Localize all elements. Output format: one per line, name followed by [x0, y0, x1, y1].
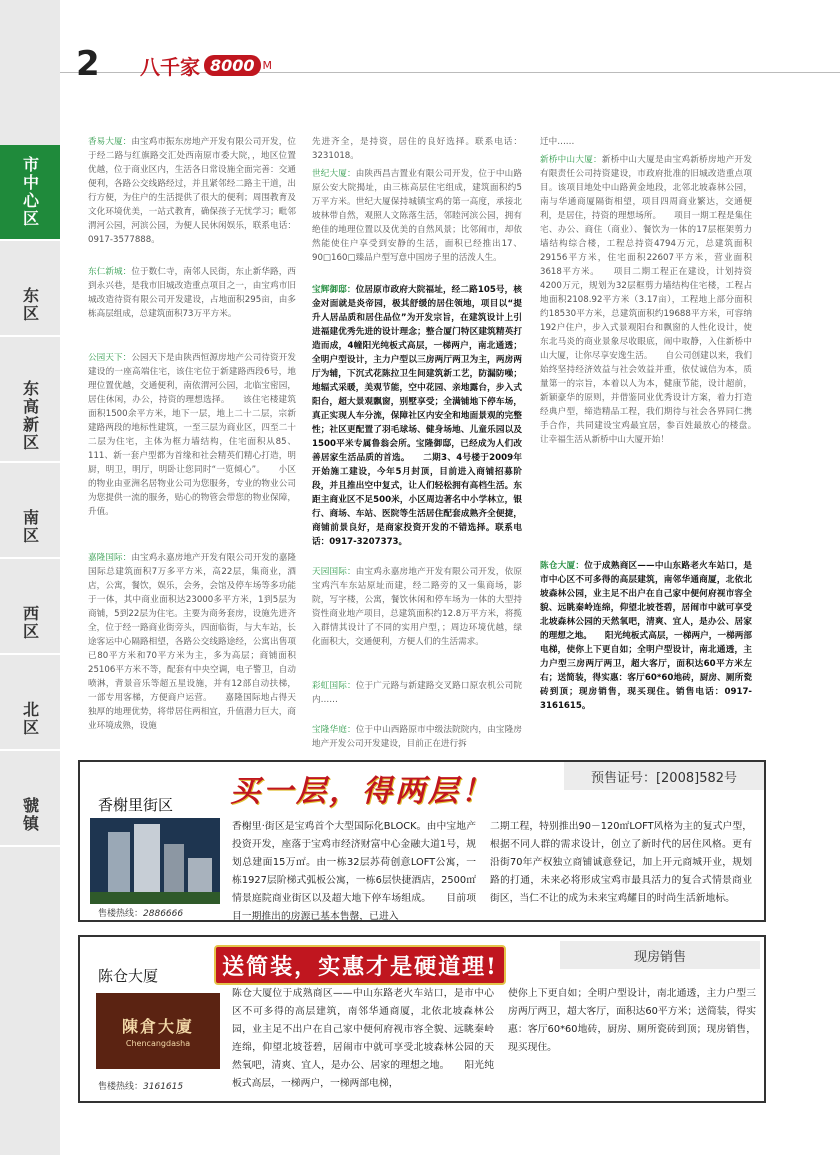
ad-body-right: 二期工程，特别推出90－120㎡LOFT风格为主的复式户型，根据不同人群的需求设计，创立了新时代的居住风格。更有沿街70年产权独立商铺诚意登记，加上开元商城开业，规划路的打通，未来必将形成宝鸡市最具活力的复合式情景商业街区，当仁不让的成为未来宝鸡耀目的时尚生活新地标。: [490, 821, 752, 904]
listing-text: 位居原市政府大院福址，经二路105号，核金对面就是炎帝园，极其舒缓的居住领地，项目以“提升人居品质和居住品位”为开发宗旨，在建筑设计上引进福建优秀先进的设计理念；整合厦门特区建筑精英打造而成，4幢阳光纯板式高层，一梯两户，南北通透；全明户型设计，主力户型以三房两厅两卫为主，两房两厅为辅，下沉式花陈拉卫生间建筑新工艺，防漏防噪；地辐式采暖，美观节能，空中花园、亲地露台，步入式阳台，超大景观飘窗，别墅享受；全满铺地下停车场，真正实现人车分流，保障社区内安全和地面景观的完整性；社区更配置了羽毛球场、健身场地、儿童乐园以及1500平米专属鲁翁会所。宝隆御邸，已经成为人们改善居家生活品质的首选。 二期3、4号楼于2009年开始施工建设，今年5月封顶，目前进入商铺招募阶段，并且推出空中复式，让人们轻松拥有高档生活。东距主商业区不足500米，小区周边著名中小学林立，银行、商场、车站、医院等生活居住配套成熟齐全便捷，商铺前景良好，是商家投资开发的不错选择。联系电话：0917-3207373。: [312, 285, 522, 547]
hotline-label: 售楼热线：: [98, 909, 144, 919]
listing-title: 东仁新城：: [88, 267, 132, 277]
listing-text: 由宝鸡永嘉房地产开发有限公司开发的嘉隆国际总建筑面积7万多平方米，高22层，集商业，酒店，公寓，餐饮，娱乐，会务，会馆及停车场等多功能于一体，其中商业面积达23000多平方米，1到5层为商铺，5到22层为住宅。主要为商务套房，设施先进齐全，位于经一路商业街旁头，四面临街，与大车站，长途客运中心隔路相望，各路公交线路途经，公寓出售项已80平方米和70平方米为主，多为高层；商铺面积25106平方米不等，配套有中央空调，电子警卫，自动喷淋，背景音乐等超五星设施，并有12部自动扶梯，一部专用客梯，方便商户运营。 嘉隆国际地占得天独厚的地理优势，将带居住两相宜，升值潜力巨大，商业环境成熟，设施: [88, 553, 296, 731]
district-tabs: [0, 145, 60, 881]
listing-text: 先进齐全，是持资，居住的良好选择。联系电话：3231018。: [312, 137, 522, 161]
listing-text: 位于中山西路原市中级法院院内，由宝隆房地产开发公司开发建设，目前正在进行拆: [312, 725, 522, 749]
logo-text: 八千家: [140, 54, 200, 79]
listing-title: 新桥中山大厦：: [540, 155, 602, 165]
brand-logo: [140, 52, 272, 78]
building-rendering-image: [90, 818, 220, 904]
listing-text: 位于数仁寺，南邻人民街，东止新华路，西到永兴巷，是我市旧城改造重点项目之一，由宝鸡市旧城改造待资有限公司开发建设，占地面积295亩，由多栋高层组成，总建筑面积73万平方米。: [88, 267, 296, 319]
tab-city-center[interactable]: 市中心区: [0, 145, 60, 241]
listing-text: 位于成熟商区——中山东路老火车站口，是市中心区不可多得的高层建筑，南邻华通商厦，北依北坡森林公园，业主足不出户在自己家中便何府视市容全貌、远眺秦岭连绵，仰望北坡苍碧，居闹市中就可享受北坡森林公园的天然氧吧，清爽、宜人，是办公、居家的理想之地。 阳光纯板式高层，一梯两户，一梯两部电梯，使你上下更自如；全明户型设计，南北通透，主力户型三房两厅两卫，超大客厅，面积达60平方米左右；送简装，得实惠：客厅60*60地砖，厨房、厕所瓷砖到顶；现房销售，现买现住。销售电话：0917-3161615。: [540, 561, 752, 711]
building-rendering-illustration: [90, 818, 220, 904]
tab-guozhen[interactable]: 虢镇: [0, 785, 60, 847]
tab-south[interactable]: 南区: [0, 497, 60, 559]
ad-chencang: [78, 935, 766, 1103]
ad-hotline: [98, 1079, 183, 1092]
listing-title: 天园国际：: [312, 567, 356, 577]
ad-body-left: 陈仓大厦位于成熟商区——中山东路老火车站口，是市中心区不可多得的高层建筑，南邻华通商厦，北依北坡森林公园，业主足不出户在自己家中便何府视市容全貌、远眺秦岭连绵，仰望北坡苍碧，居闹市中就可享受北坡森林公园的天然氧吧，清爽、宜人，是办公、居家的理想之地。 阳光纯板式高层，一梯两户，一梯两部电梯，: [232, 988, 494, 1089]
column-2: [312, 135, 522, 767]
listing-title: 陈仓大厦：: [540, 561, 585, 571]
tab-east-hightech[interactable]: 东高新区: [0, 371, 60, 463]
column-3: [540, 135, 770, 729]
listing-title: 世纪大厦：: [312, 169, 356, 179]
tab-north[interactable]: 北区: [0, 689, 60, 751]
listing-text: 由宝鸡永嘉房地产开发有限公司开发，依原宝鸡汽车东站原址而建，经二路旁的又一集商场，影院，写字楼，公寓，餐饮休闲和停车场为一体的大型持资性商业地产项目，总建筑面积约12.8万平方米，将揽入群情其设计了不同的实用户型，；周边环境优越，绿化面积大，交通便利，方便人们的生活需求。: [312, 567, 522, 647]
listing-text: 公园天下是由陕西恒源房地产公司待资开发建设的一座高端住宅，该住宅位于新建路西段6号，地理位置优越，交通便利，南依渭河公园，北临宝密园，居住休闲，办公，持资的理想选择。 该住宅楼建筑面积1500余平方米，地下一层，地上二十二层，宗新建路两段的地标性建筑，一至三层为商业区，四至二十二层为住宅，主体为框力墙结构，住宅面积从85、111、新一套户型都为首缘和社会精英们精心打造，明厨，明卫，明厅，明卧让您同时“一览倾心”。 小区的物业由亚洲名居物业公司为您服务，专业的物业公司为您提供一流的服务，贴心的物管会带您的物业保障，升值。: [88, 353, 296, 517]
ad-body-right: 使你上下更自如；全明户型设计，南北通透，主力户型三房两厅两卫，超大客厅，面积达60平方米；送简装，得实惠：客厅60*60地砖，厨房、厕所瓷砖到顶；现房销售，现买现住。: [508, 988, 756, 1053]
listing-title: 香易大厦：: [88, 137, 132, 147]
column-1: [88, 135, 296, 749]
ad-xiangxieli: [78, 760, 766, 922]
ad-project-name: 香榭里街区: [98, 796, 174, 814]
listing-text: 由陕西昌吉置业有限公司开发，位于中山路原公安大院揭址，由三栋高层住宅组成，建筑面积约5万平方米。世纪大厦保持城镇宝鸡的第一高度，承接北坡林带自然，观照人文陈落生活，邻睦河滨公园，拥有绝佳的地理位置以及优美的自然风景；比邻闹市，却依然能使住户享受到安静的生活，面积已经推出17、90□160□臻品户型写意中国房子里的活泼人生。: [312, 169, 522, 263]
hotline-label: 售楼热线：: [98, 1082, 144, 1092]
page-number: 2: [76, 44, 100, 84]
ad-hotline: [98, 906, 183, 919]
listing-text: 迁中……: [540, 137, 575, 147]
listing-text: 由宝鸡市振东房地产开发有限公司开发，位于经二路与红旗路交汇处西南原市委大院，，地区位置优越，位于商业区内，生活各日常设施全面完善：交通便利，各路公交线路经过，并且紧邻经二路主干道，出行方便，为住户的生活提供了很大的便利；周围教育及文化环境优美，一站式教育，确保孩子无忧学习；毗邻渭河公园，河滨公园，为便人民休闲娱乐，联系电话：0917-3577888。: [88, 137, 296, 245]
listing-title: 宝辉御邸：: [312, 285, 356, 295]
tab-west[interactable]: 西区: [0, 593, 60, 655]
logo-suffix: M: [262, 58, 273, 72]
ad-project-name: 陈仓大厦: [98, 967, 159, 985]
presale-number: 预售证号：[2008]582号: [564, 762, 764, 790]
listing-text: 新桥中山大厦是由宝鸡新桥房地产开发有限责任公司持资建设，市政府批准的旧城改造重点项目。该项目地处中山路黄金地段，北邻北坡森林公园，南与华通商厦隔街相望，项目四周商业繁达，交通便利，是居住，持资的理想场所。 项目一期工程是集住宅、办公、商住（商业）、餐饮为一体的17层框架剪力墙结构综合楼，工程总持资4794万元，总建筑面积29156平方米，住宅面积22607平方米，营业面积3618平方米。 项目二期工程正在建设，计划持资4200万元，规划为32层框剪力墙结构住宅楼，工程占地面积2108.92平方米（3.17亩），工程地上部分面积约18530平方米，总建筑面积约19688平方米，可容纳192户住户，步入式景观阳台和飘窗的人性化设计，使东北马炎的商业景象尽收眼底，闹中取静，入住新桥中山大厦，让你尽享安逸生活。 自公司创建以来，我们始终坚持经济效益与社会效益并重，依仗诚信为本，质量第一的宗旨，本着以人为本，健康节能，设计超前，新颖豪华的原则，并借鉴同业优秀设计方案，着力打造经典户型，缔造精品工程，我们期待与社会各界同仁携手合作，共同建设宝鸡最宜居，参百姓最放心的楼盘。 让幸福生活从新桥中山大厦开始！: [540, 155, 770, 445]
ad-body-left: 香榭里·街区是宝鸡首个大型国际化BLOCK。由中宝地产投资开发，座落于宝鸡市经济财富中心金融大道1号，规划总建面15万㎡。由一栋32层苏荷创意LOFT公寓，一栋1927层阶梯式弧板公寓，一栋6层快捷酒店，2500㎡情景庭院商业街区以及超大地下停车场组成。 目前项目一期推出的房源已基本售罄，已进入: [232, 821, 476, 922]
hotline-number: 2886666: [143, 909, 184, 919]
ad-slogan: 买一层，得两层！: [230, 774, 494, 809]
listing-title: 彩虹国际：: [312, 681, 356, 691]
listing-title: 嘉隆国际：: [88, 553, 132, 563]
logo-number: 8000: [204, 55, 261, 76]
sidebar: [0, 0, 60, 1155]
chencang-logo: [96, 993, 220, 1069]
logo-cn-text: 陳倉大廈: [121, 1017, 194, 1036]
sale-status-tag: 现房销售: [560, 941, 760, 969]
hotline-number: 3161615: [143, 1082, 184, 1092]
tab-east[interactable]: 东区: [0, 275, 60, 337]
logo-en-text: Chencangdasha: [125, 1039, 191, 1048]
ad-slogan: 送简装，实惠才是硬道理!: [214, 945, 506, 985]
listing-title: 公园天下：: [88, 353, 132, 363]
listing-text: 位于广元路与新建路交叉路口原农机公司院内……: [312, 681, 522, 705]
listing-title: 宝隆华庭：: [312, 725, 356, 735]
page-header: [60, 30, 840, 100]
